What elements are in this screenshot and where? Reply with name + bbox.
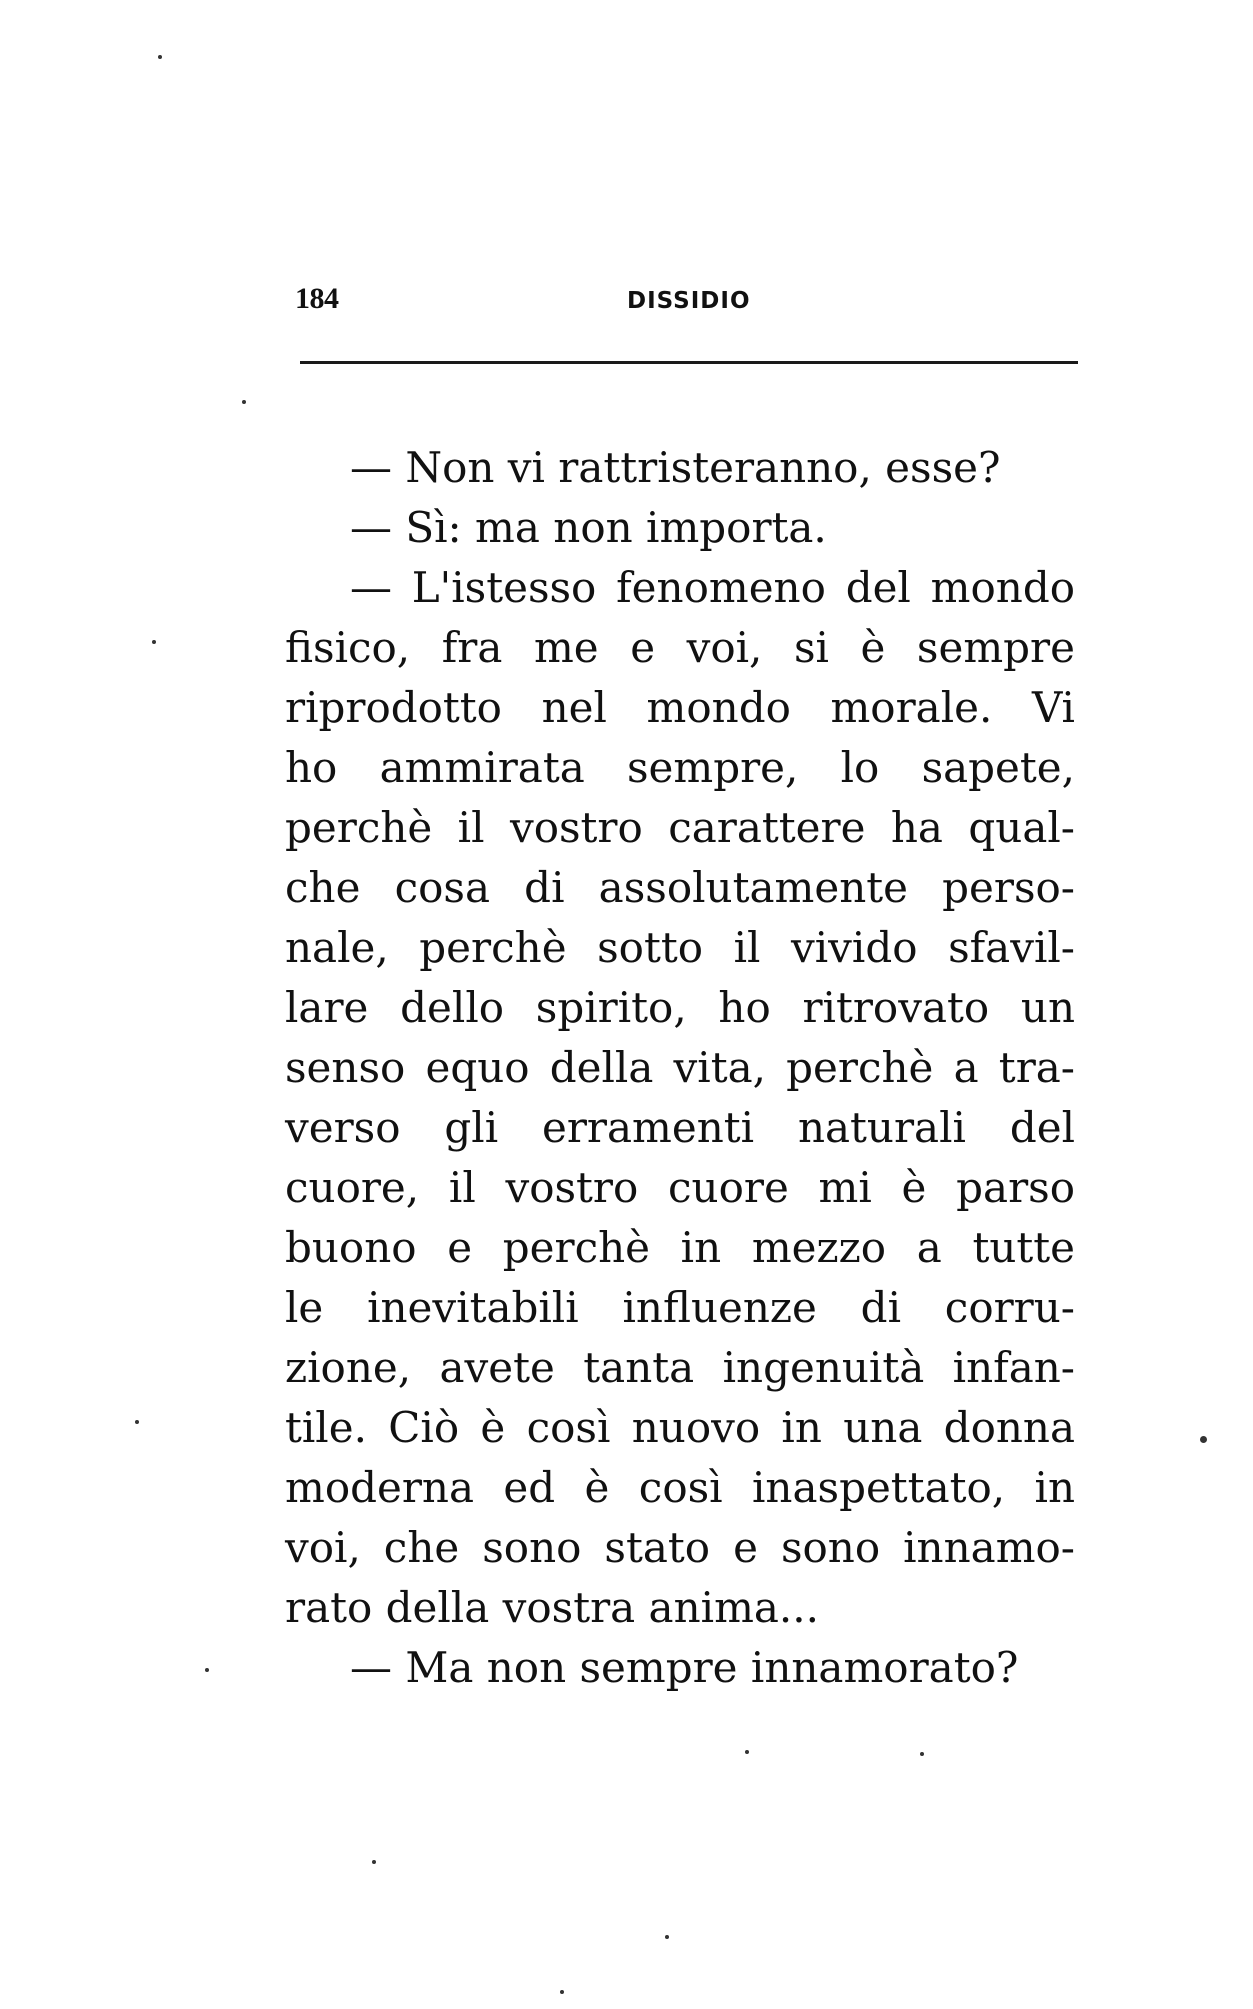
body-text xyxy=(285,438,1075,1698)
text-line: verso gli erramenti naturali del xyxy=(285,1103,1075,1152)
scan-speck xyxy=(135,1420,139,1424)
text-line: cuore, il vostro cuore mi è parso xyxy=(285,1163,1075,1212)
text-line: le inevitabili influenze di corru- xyxy=(285,1283,1075,1332)
text-line: zione, avete tanta ingenuità infan- xyxy=(285,1343,1075,1392)
header-rule xyxy=(300,361,1078,364)
text-line: — Ma non sempre innamorato? xyxy=(350,1643,1019,1692)
scan-speck xyxy=(745,1750,749,1754)
text-line: tile. Ciò è così nuovo in una donna xyxy=(285,1403,1075,1452)
text-line: senso equo della vita, perchè a tra- xyxy=(285,1043,1075,1092)
page-number: 184 xyxy=(295,282,339,315)
text-line: rato della vostra anima... xyxy=(285,1583,819,1632)
text-line: perchè il vostro carattere ha qual- xyxy=(285,803,1075,852)
page-header xyxy=(295,282,1075,332)
text-line: ho ammirata sempre, lo sapete, xyxy=(285,743,1075,792)
text-line: — L'istesso fenomeno del mondo xyxy=(350,563,1075,612)
text-line: — Sì: ma non importa. xyxy=(350,503,827,552)
text-line: riprodotto nel mondo morale. Vi xyxy=(285,683,1075,732)
scan-speck xyxy=(665,1935,669,1939)
scan-speck xyxy=(158,55,162,59)
text-line: buono e perchè in mezzo a tutte xyxy=(285,1223,1075,1272)
text-line: lare dello spirito, ho ritrovato un xyxy=(285,983,1075,1032)
text-line: che cosa di assolutamente perso- xyxy=(285,863,1075,912)
scan-speck xyxy=(560,1990,564,1994)
scan-speck xyxy=(1200,1436,1207,1443)
text-line: — Non vi rattristeranno, esse? xyxy=(350,443,1001,492)
scan-speck xyxy=(920,1752,924,1756)
text-line: nale, perchè sotto il vivido sfavil- xyxy=(285,923,1075,972)
scan-speck xyxy=(152,640,156,644)
running-title: DISSIDIO xyxy=(627,288,751,314)
scan-speck xyxy=(242,400,246,404)
scan-speck xyxy=(372,1860,376,1864)
scan-speck xyxy=(205,1668,209,1672)
text-line: moderna ed è così inaspettato, in xyxy=(285,1463,1075,1512)
text-line: fisico, fra me e voi, si è sempre xyxy=(285,623,1075,672)
text-line: voi, che sono stato e sono innamo- xyxy=(285,1523,1075,1572)
